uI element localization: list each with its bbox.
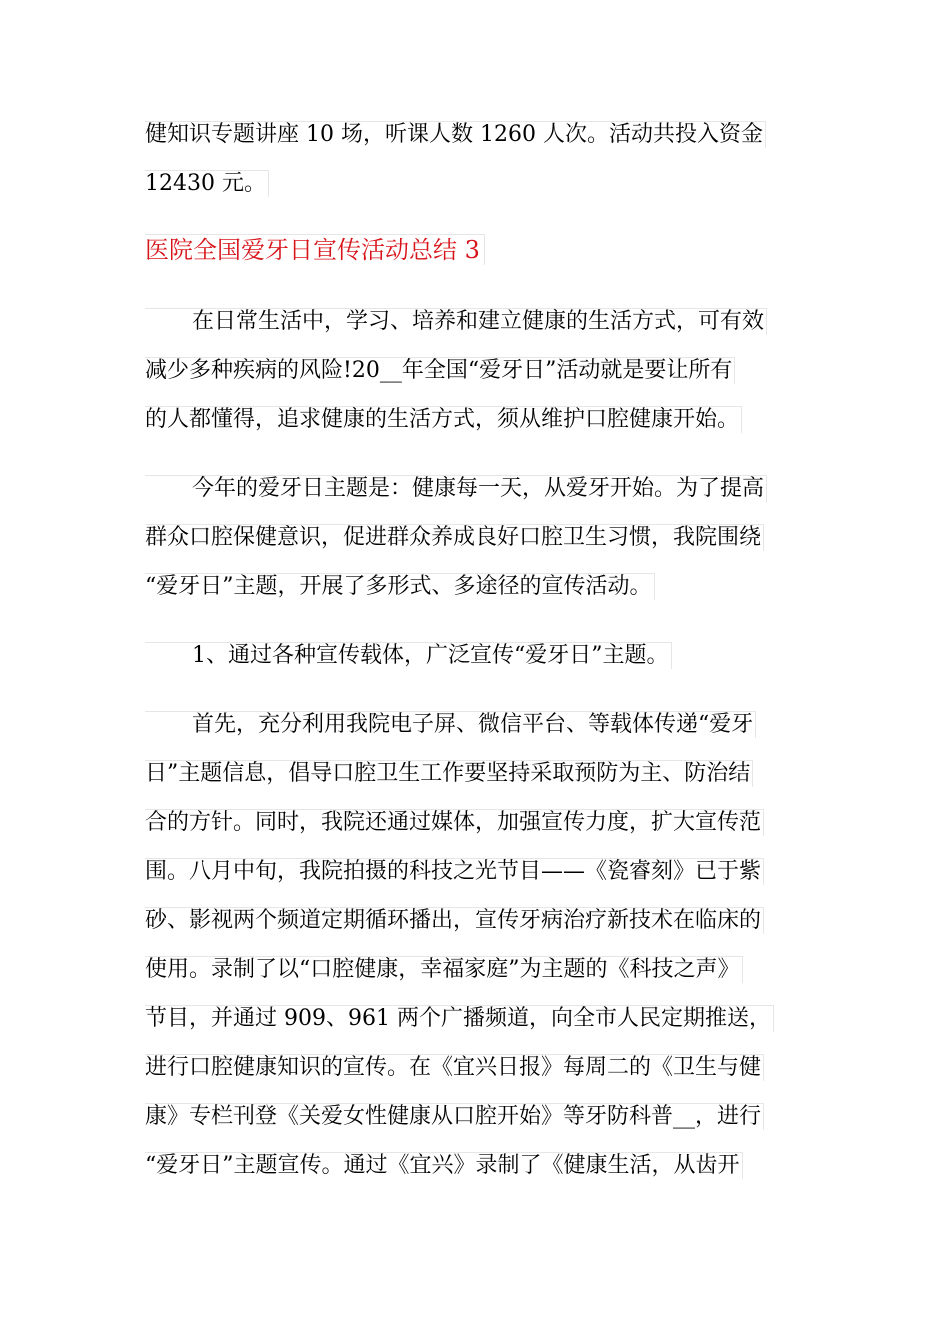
paragraph-line: 在日常生活中，学习、培养和建立健康的生活方式，可有效 bbox=[145, 308, 767, 335]
text-line: 健知识专题讲座 10 场，听课人数 1260 人次。活动共投入资金 bbox=[145, 121, 766, 148]
paragraph-line: 减少多种疾病的风险!20__年全国“爱牙日”活动就是要让所有 bbox=[145, 357, 735, 384]
paragraph-line: 合的方针。同时，我院还通过媒体，加强宣传力度，扩大宣传范 bbox=[145, 809, 764, 836]
paragraph-line: 日”主题信息，倡导口腔卫生工作要坚持采取预防为主、防治结 bbox=[145, 760, 753, 787]
paragraph-line: 的人都懂得，追求健康的生活方式，须从维护口腔健康开始。 bbox=[145, 406, 742, 433]
section-heading: 医院全国爱牙日宣传活动总结 3 bbox=[145, 234, 485, 265]
paragraph-line: 砂、影视两个频道定期循环播出，宣传牙病治疗新技术在临床的 bbox=[145, 907, 764, 934]
paragraph-line: 今年的爱牙日主题是：健康每一天，从爱牙开始。为了提高 bbox=[145, 475, 767, 502]
text-line: 12430 元。 bbox=[145, 170, 269, 197]
paragraph-line: 使用。录制了以“口腔健康，幸福家庭”为主题的《科技之声》 bbox=[145, 956, 743, 983]
paragraph-line: 节目，并通过 909、961 两个广播频道，向全市人民定期推送， bbox=[145, 1005, 774, 1032]
paragraph-line: 群众口腔保健意识，促进群众养成良好口腔卫生习惯，我院围绕 bbox=[145, 524, 764, 551]
paragraph-line: “爱牙日”主题宣传。通过《宜兴》录制了《健康生活，从齿开 bbox=[145, 1152, 743, 1179]
list-item: 1、通过各种宣传载体，广泛宣传“爱牙日”主题。 bbox=[145, 642, 672, 669]
paragraph-line: 康》专栏刊登《关爱女性健康从口腔开始》等牙防科普__，进行 bbox=[145, 1103, 764, 1130]
paragraph-line: 进行口腔健康知识的宣传。在《宜兴日报》每周二的《卫生与健 bbox=[145, 1054, 764, 1081]
paragraph-line: “爱牙日”主题，开展了多形式、多途径的宣传活动。 bbox=[145, 573, 655, 600]
paragraph-line: 首先，充分利用我院电子屏、微信平台、等载体传递“爱牙 bbox=[145, 711, 756, 738]
paragraph-line: 围。八月中旬，我院拍摄的科技之光节目——《瓷睿刻》已于紫 bbox=[145, 858, 764, 885]
